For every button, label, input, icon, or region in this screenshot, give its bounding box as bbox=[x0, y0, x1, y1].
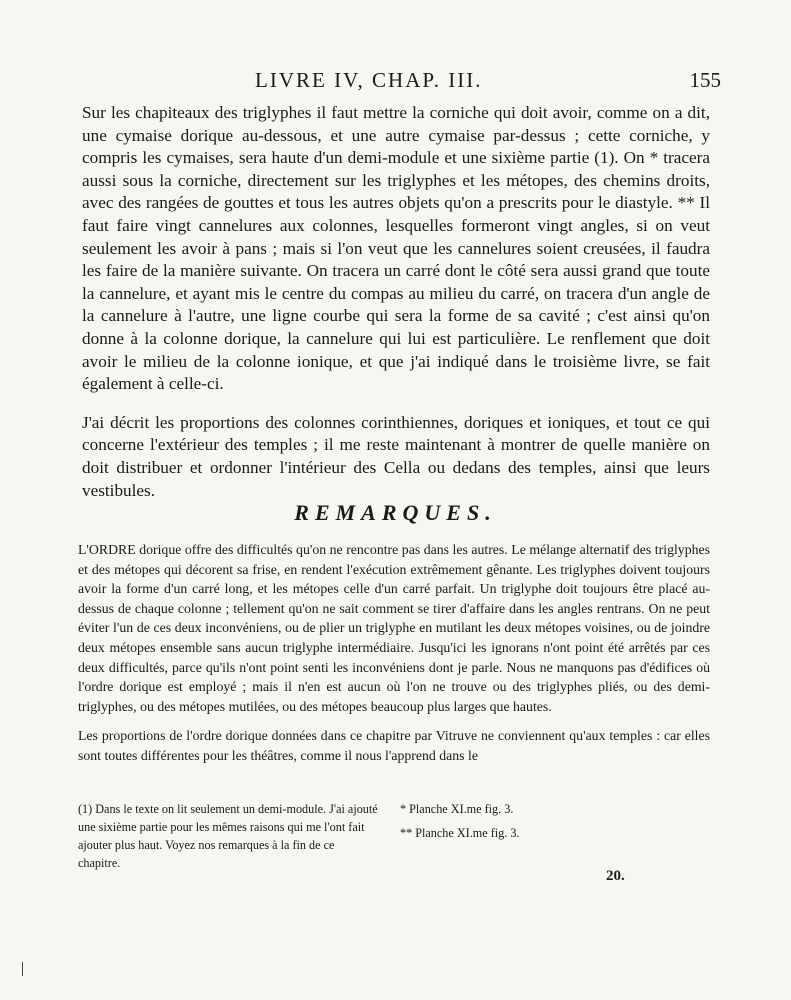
page-number: 155 bbox=[689, 68, 721, 92]
signature-mark: 20. bbox=[606, 868, 625, 884]
remarks-paragraph-1 bbox=[78, 540, 710, 716]
running-head: LIVRE IV, CHAP. III. bbox=[255, 68, 483, 92]
footnote-plates bbox=[400, 800, 700, 848]
remarks-heading: REMARQUES. bbox=[294, 500, 497, 525]
body-paragraph-2: J'ai décrit les proportions des colonnes corinthiennes, doriques et ioniques, et tout ce qui concerne l'extérieur des temples ; il me reste maintenant à montrer de quelle manière on doit distribuer et ordonner l'intérieur des Cella ou dedans des temples, ainsi que leurs vestibules. bbox=[82, 412, 710, 500]
remarks-paragraph-2: Les proportions de l'ordre dorique données dans ce chapitre par Vitruve ne conviennent qu'aux temples : car elles sont toutes différentes pour les théâtres, comme il nous l'apprend dans le bbox=[78, 728, 710, 763]
footnote-plate-1: * Planche XI.me fig. 3. bbox=[400, 802, 514, 816]
margin-mark bbox=[22, 962, 23, 976]
remarks-lead-word: L'ORDRE bbox=[78, 542, 136, 557]
remarks-section bbox=[78, 540, 710, 776]
remarks-paragraph-1-text: dorique offre des difficultés qu'on ne rencontre pas dans les autres. Le mélange alternatif des triglyphes et des métopes qui décorent sa frise, en rendent l'exécution extrêmement gênante. Les triglyphes doivent toujours avoir la forme d'un carré long, et les métopes celle d'un carré parfait. Un triglyphe doit toujours être placé au-dessus de chaque colonne ; tellement qu'on ne sait comment se tirer d'affaire dans les angles rentrans. On ne peut éviter l'un de ces deux inconvéniens, ou de plier un triglyphe en mutilant les deux métopes voisines, ou de joindre deux métopes ensemble sans aucun triglyphe intermédiaire. Jusqu'ici les ignorans n'ont point été arrêtés par ces deux difficultés, parce qu'ils n'ont point senti les inconvéniens dont je parle. Nous ne manquons pas d'édifices où l'ordre dorique est employé ; mais il n'en est aucun où l'on ne trouve ou des triglyphes pliés, ou des demi-triglyphes, ou des métopes mutilées, ou des métopes beaucoup plus larges que hautes. bbox=[78, 542, 710, 714]
main-text bbox=[82, 102, 710, 518]
body-paragraph-1: Sur les chapiteaux des triglyphes il faut mettre la corniche qui doit avoir, comme on a dit, une cymaise dorique au-dessous, et une autre cymaise par-dessus ; cette corniche, y compris les cymaises, sera haute d'un demi-module et une sixième partie (1). On * tracera aussi sous la corniche, directement sur les triglyphes et les métopes, des chemins droits, avec des rangées de gouttes et tous les autres objets qu'on a prescrits pour le diastyle. ** Il faut faire vingt cannelures aux colonnes, lesquelles formeront vingt angles, si on veut seulement les avoir à pans ; mais si l'on veut que les cannelures soient creusées, il faudra les faire de la manière suivante. On tracera un carré dont le côté sera aussi grand que toute la cannelure, et ayant mis le centre du compas au milieu du carré, on tracera d'un angle de la cannelure à l'autre, une ligne courbe qui sera la forme de sa cavité ; c'est ainsi qu'on donne à la colonne dorique, la cannelure qui lui est particulière. Le renflement que doit avoir le milieu de la colonne ionique, et que j'ai indiqué dans le troisième livre, se fait également à celle-ci. bbox=[82, 103, 710, 394]
footnote-plate-2: ** Planche XI.me fig. 3. bbox=[400, 826, 520, 840]
page-header bbox=[60, 68, 721, 92]
footnote-1: (1) Dans le texte on lit seulement un demi-module. J'ai ajouté une sixième partie pour les mêmes raisons qui me l'ont fait ajouter plus haut. Voyez nos remarques à la fin de ce chapitre. bbox=[78, 802, 378, 870]
